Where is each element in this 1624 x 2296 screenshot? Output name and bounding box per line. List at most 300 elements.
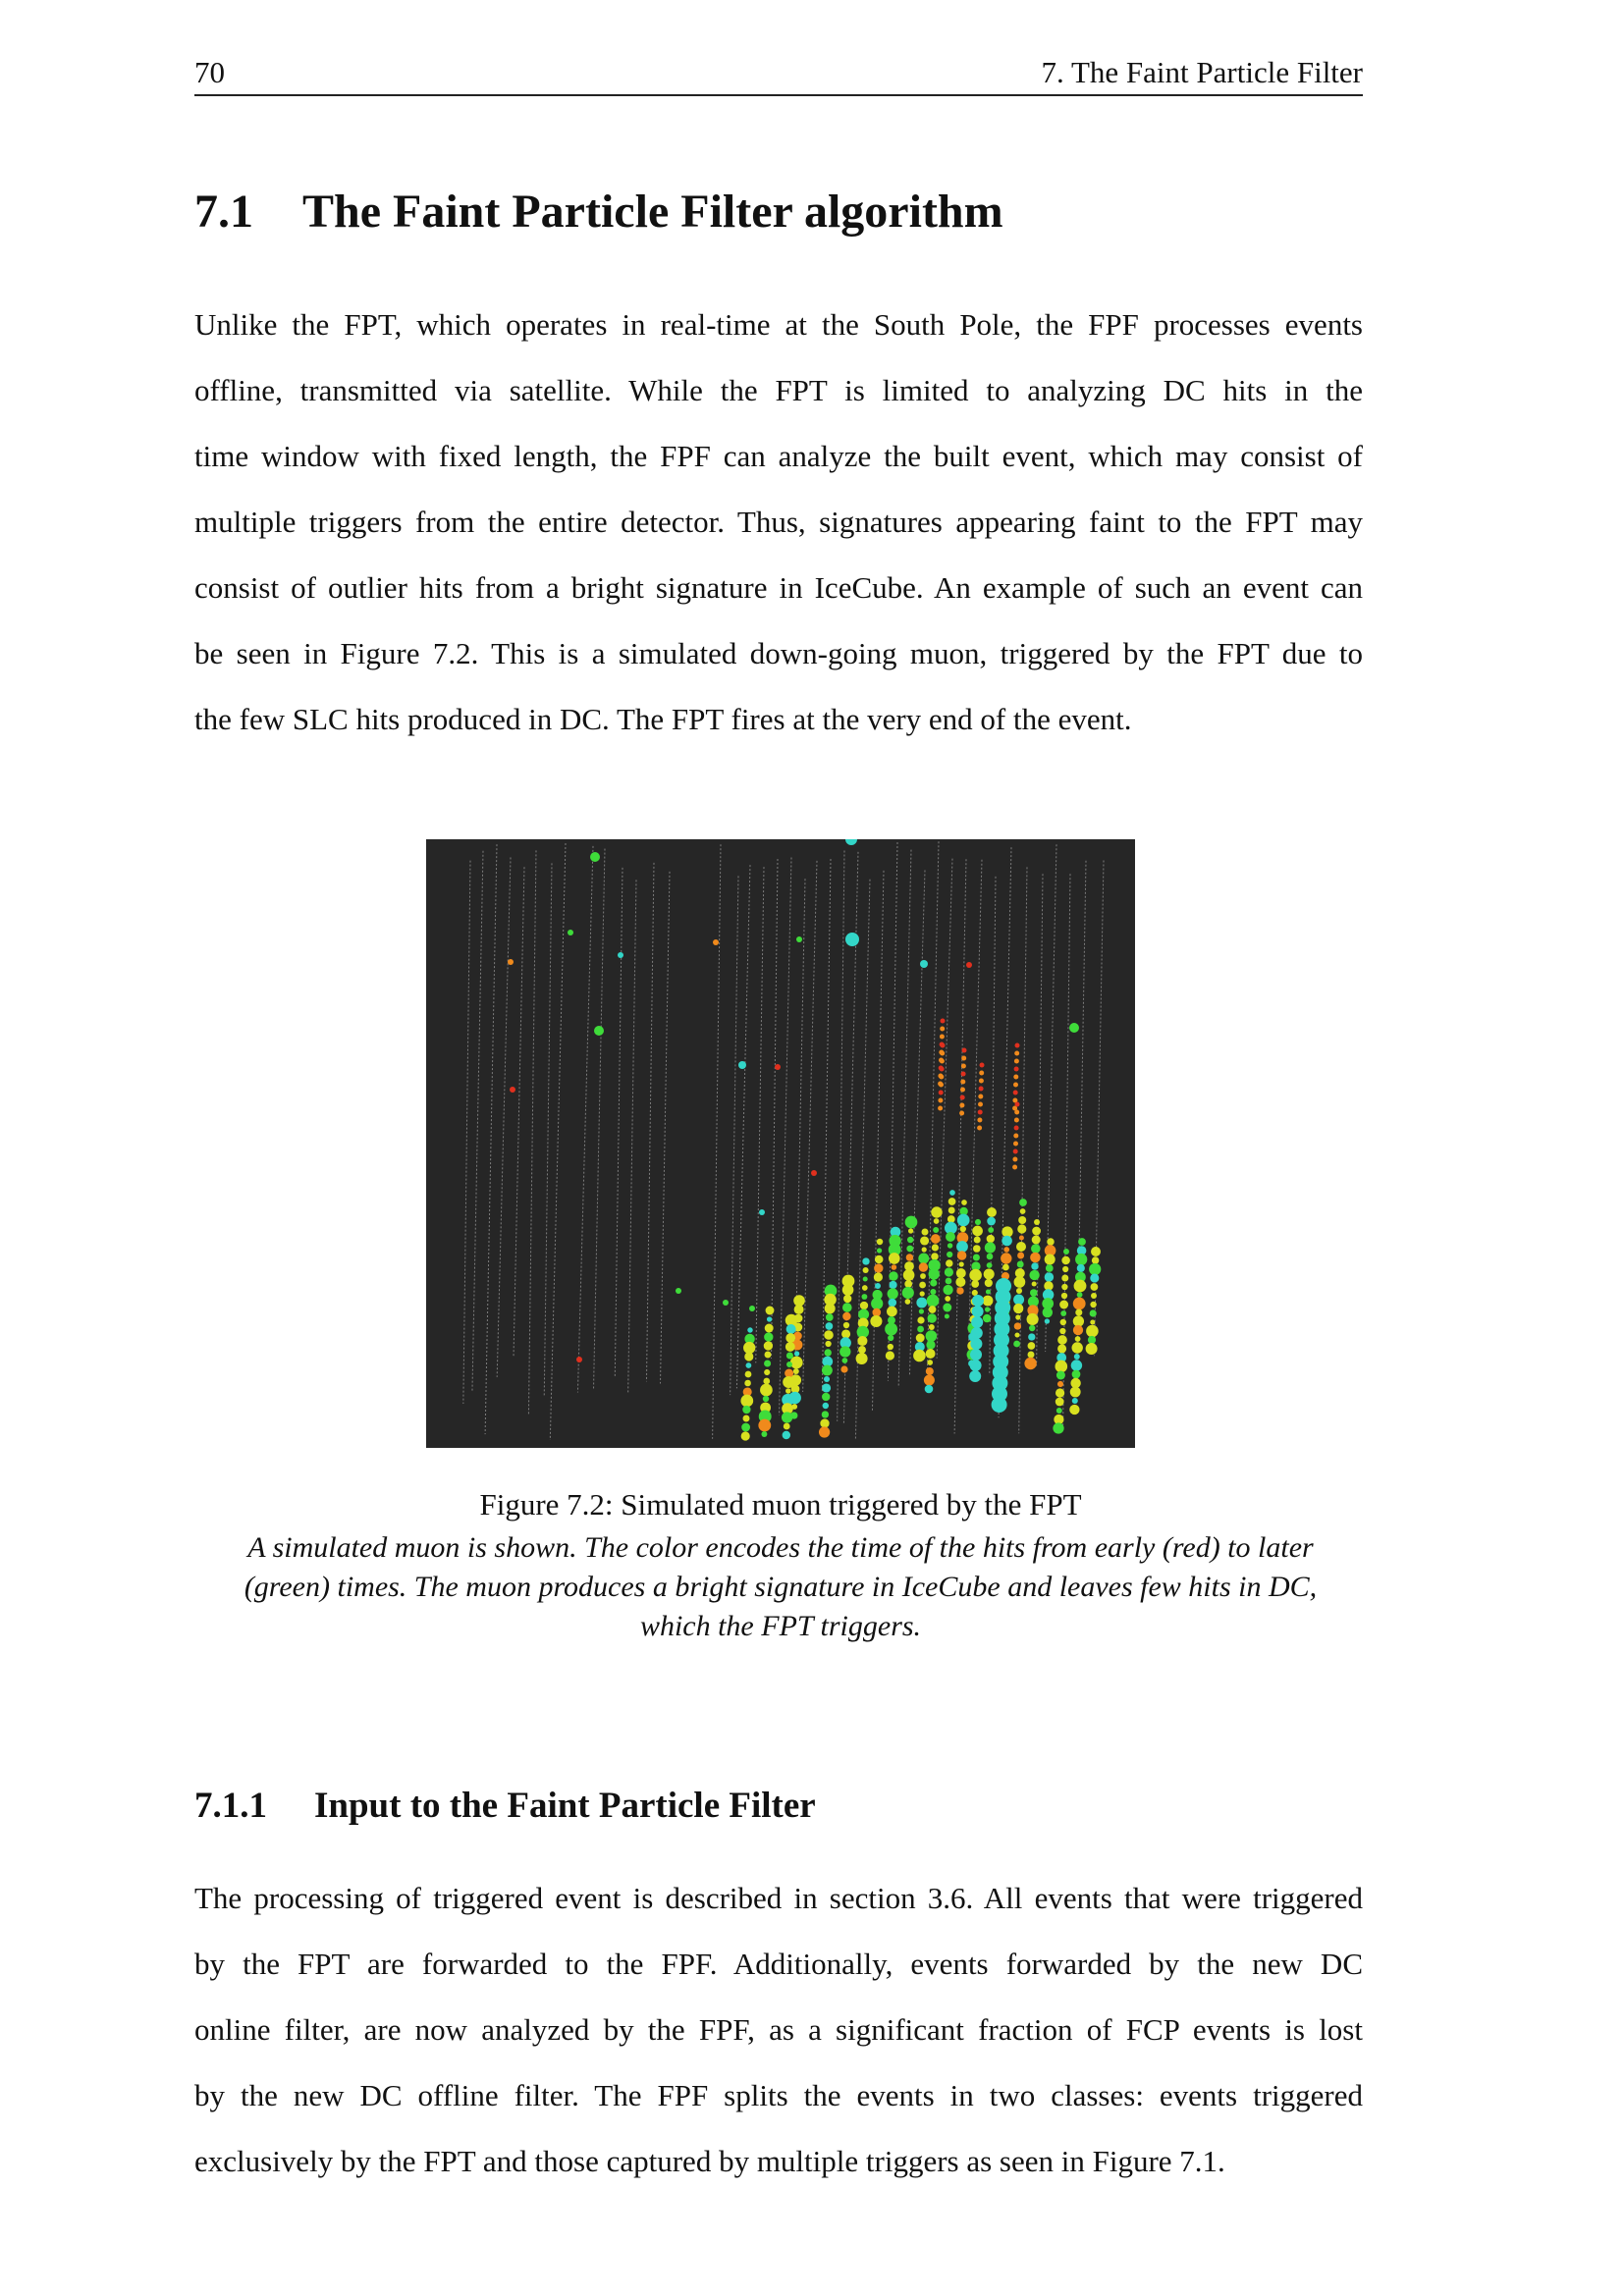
detector-string: [463, 861, 470, 1404]
hit-dom: [826, 1322, 834, 1330]
hit-dom: [1017, 1224, 1026, 1233]
hit-dom: [1090, 1309, 1097, 1316]
hit-dom: [929, 1324, 935, 1330]
detector-string: [628, 880, 636, 1392]
hit-dom: [934, 1218, 940, 1224]
hit-dom: [862, 1257, 869, 1264]
hit-dom: [1069, 1405, 1079, 1415]
hit-dom: [858, 1346, 866, 1354]
hit-dom: [957, 1214, 970, 1227]
hit-dom: [842, 1284, 854, 1296]
hit-dom: [973, 1254, 980, 1260]
subsection-heading: [194, 1785, 816, 1827]
hit-dom: [1031, 1244, 1041, 1254]
hit-dom: [946, 1278, 952, 1285]
hit-dom: [1089, 1263, 1101, 1275]
hit-dom: [887, 1307, 897, 1317]
hit-dom: [920, 1273, 926, 1279]
hit-dom: [1056, 1408, 1062, 1414]
hit-dom: [1002, 1264, 1009, 1271]
hit-dom: [1032, 1227, 1041, 1236]
subsection-title: Input to the Faint Particle Filter: [314, 1786, 816, 1826]
hit-dom: [845, 933, 859, 946]
hit-dom: [823, 1403, 829, 1409]
hit-dom: [889, 1299, 897, 1308]
hit-dom: [713, 939, 719, 945]
hit-dom: [885, 1323, 897, 1336]
hit-dom: [977, 1126, 982, 1131]
detector-string: [660, 872, 670, 1384]
hit-dom: [767, 1316, 772, 1321]
hit-dom: [1056, 1388, 1064, 1397]
figure-caption-text: [187, 1528, 1375, 1646]
section-number: 7.1: [194, 186, 253, 238]
hit-dom: [784, 1423, 790, 1430]
hit-dom: [1013, 1091, 1018, 1095]
hit-dom: [1073, 1325, 1083, 1335]
hit-dom: [1057, 1335, 1067, 1345]
detector-string: [954, 859, 966, 1433]
hit-dom: [1091, 1247, 1101, 1256]
hit-dom: [1077, 1264, 1085, 1272]
hit-dom: [1019, 1199, 1027, 1206]
hit-dom: [949, 1190, 955, 1196]
detector-string: [736, 865, 750, 1388]
hit-dom: [1015, 1102, 1020, 1107]
hit-dom: [1034, 1219, 1040, 1225]
hit-dom: [956, 1241, 968, 1253]
caption-line: A simulated muon is shown. The color encodes the time of the hits from early (red) to later: [247, 1531, 1314, 1564]
hit-dom: [826, 1313, 834, 1321]
hit-dom: [1055, 1361, 1067, 1373]
hit-dom: [983, 1296, 994, 1307]
hit-dom: [1072, 1342, 1083, 1353]
hit-dom: [939, 1083, 944, 1088]
hit-dom: [932, 1244, 939, 1251]
hit-dom: [877, 1248, 882, 1253]
hit-dom: [618, 952, 623, 958]
hit-dom: [938, 1098, 943, 1103]
hit-dom: [930, 1279, 937, 1286]
hit-dom: [961, 1200, 967, 1205]
hit-dom: [1029, 1325, 1035, 1331]
detector-string: [514, 867, 524, 1357]
hit-dom: [824, 1376, 830, 1382]
hit-dom: [948, 1198, 956, 1205]
hit-dom: [874, 1263, 883, 1272]
text-line: online filter, are now analyzed by the FPF, as a significant fraction of FCP events is lost: [194, 2012, 1363, 2047]
hit-dom: [927, 1313, 936, 1322]
hit-dom: [1014, 1276, 1026, 1288]
hit-dom: [927, 1295, 940, 1308]
hit-dom: [1013, 1142, 1018, 1147]
hit-dom: [785, 1333, 795, 1343]
hit-dom: [1060, 1310, 1066, 1316]
hit-dom: [892, 1264, 897, 1270]
hit-dom: [903, 1269, 915, 1281]
hit-dom: [764, 1341, 773, 1350]
hit-dom: [986, 1289, 991, 1294]
hit-dom: [785, 1388, 791, 1394]
hit-dom: [744, 1380, 751, 1387]
hit-dom: [1045, 1318, 1050, 1323]
hit-dom: [987, 1207, 997, 1217]
text-line: time window with fixed length, the FPF can analyze the built event, which may consist of: [194, 439, 1363, 473]
hit-dom: [822, 1393, 830, 1401]
hit-dom: [1071, 1360, 1082, 1370]
hit-dom: [919, 1308, 924, 1313]
hit-dom: [764, 1369, 770, 1375]
hit-dom: [945, 1296, 950, 1302]
hit-dom: [783, 1431, 790, 1439]
running-header: [194, 51, 1363, 96]
detector-string: [497, 857, 511, 1376]
hit-dom: [983, 1314, 992, 1323]
hit-dom: [766, 1307, 775, 1315]
chapter-title: 7. The Faint Particle Filter: [1041, 55, 1363, 89]
hit-dom: [978, 1102, 983, 1107]
hit-dom: [888, 1335, 893, 1341]
hit-dom: [796, 936, 802, 942]
hit-dom: [960, 1226, 966, 1232]
hit-dom: [1077, 1292, 1083, 1298]
hit-dom: [908, 1228, 913, 1233]
hit-dom: [741, 1431, 750, 1440]
hit-dom: [987, 1217, 996, 1226]
hit-dom: [824, 1330, 834, 1340]
hit-dom: [979, 1079, 984, 1084]
text-line: by the FPT are forwarded to the FPF. Additionally, events forwarded by the new DC: [194, 1947, 1363, 1981]
event-display-figure: [426, 839, 1135, 1448]
hit-dom: [985, 1307, 990, 1311]
hit-dom: [1045, 1254, 1056, 1264]
hit-dom: [925, 1385, 934, 1394]
hit-dom: [1088, 1336, 1096, 1344]
hit-dom: [763, 1396, 769, 1402]
detector-string: [550, 843, 566, 1440]
hit-dom: [1019, 1235, 1024, 1240]
hit-dom: [961, 1064, 966, 1069]
hit-dom: [920, 1236, 929, 1245]
hit-dom: [1059, 1328, 1065, 1334]
hit-dom: [842, 1312, 850, 1320]
hit-dom: [1013, 1134, 1018, 1139]
hit-dom: [856, 1353, 868, 1364]
hit-dom: [870, 1315, 882, 1327]
hit-dom: [1043, 1308, 1053, 1317]
hit-dom: [972, 1226, 983, 1237]
hit-dom: [1072, 1398, 1078, 1404]
hit-dom: [1014, 1126, 1019, 1131]
hit-dom: [822, 1383, 831, 1392]
hit-dom: [970, 1349, 982, 1361]
hit-dom: [929, 1268, 940, 1279]
hit-dom: [1018, 1216, 1026, 1224]
hit-dom: [1001, 1236, 1012, 1247]
hit-dom: [1053, 1422, 1063, 1433]
detector-string: [528, 850, 536, 1414]
hit-dom: [961, 1072, 966, 1077]
subsection-number: 7.1.1: [194, 1786, 267, 1826]
hit-dom: [786, 1352, 793, 1359]
hit-dom: [889, 1253, 900, 1264]
text-line: Unlike the FPT, which operates in real-time at the South Pole, the FPF processes events: [194, 307, 1363, 342]
detector-string: [756, 867, 764, 1362]
detector-string: [577, 846, 593, 1393]
hit-dom: [738, 1061, 746, 1069]
hit-dom: [987, 1262, 993, 1268]
hit-dom: [744, 1352, 753, 1361]
hit-dom: [1031, 1262, 1038, 1269]
hit-dom: [1013, 1295, 1024, 1306]
hit-dom: [1017, 1253, 1024, 1259]
hit-dom: [811, 1170, 817, 1176]
detector-string: [544, 863, 552, 1396]
hit-dom: [860, 1302, 868, 1309]
text-line: offline, transmitted via satellite. While the FPT is limited to analyzing DC hits in the: [194, 373, 1363, 407]
hit-dom: [775, 1064, 781, 1070]
hit-dom: [975, 1219, 981, 1225]
text-line: be seen in Figure 7.2. This is a simulated down-going muon, triggered by the FPT due to: [194, 636, 1363, 670]
hit-dom: [1086, 1343, 1098, 1355]
hit-dom: [840, 1365, 847, 1372]
hit-dom: [956, 1287, 963, 1294]
hit-dom: [1075, 1336, 1081, 1342]
hit-dom: [1014, 1322, 1021, 1329]
hit-dom: [940, 1027, 945, 1032]
hit-dom: [1003, 1247, 1009, 1253]
hit-dom: [874, 1272, 883, 1281]
hit-dom: [920, 1291, 925, 1296]
hit-dom: [1047, 1238, 1055, 1246]
detector-string: [803, 861, 817, 1392]
hit-dom: [1062, 1266, 1068, 1272]
hit-dom: [906, 1246, 913, 1253]
hit-dom: [743, 1342, 755, 1354]
hit-dom: [825, 1303, 836, 1313]
hit-dom: [1091, 1293, 1097, 1299]
hit-dom: [822, 1365, 833, 1376]
hit-dom: [745, 1362, 751, 1368]
page-number: 70: [194, 55, 225, 89]
hit-dom: [877, 1239, 883, 1245]
paragraph-input: [194, 1865, 1363, 2194]
hit-dom: [786, 1324, 796, 1334]
hit-dom: [863, 1267, 869, 1273]
hit-dom: [948, 1207, 955, 1214]
hit-dom: [960, 1080, 965, 1085]
hit-dom: [916, 1298, 927, 1308]
hit-dom: [723, 1300, 729, 1306]
hit-dom: [875, 1283, 881, 1289]
hit-dom: [1014, 1051, 1019, 1056]
hit-dom: [946, 1259, 952, 1266]
hit-dom: [861, 1294, 867, 1300]
detector-string: [472, 851, 483, 1393]
hit-dom: [940, 1067, 945, 1072]
hit-dom: [845, 839, 857, 845]
hit-dom: [977, 1118, 982, 1123]
hit-dom: [590, 852, 600, 862]
figure-caption-title: Figure 7.2: Simulated muon triggered by the FPT: [479, 1487, 1082, 1522]
hit-dom: [922, 1247, 927, 1252]
hit-dom: [1028, 1342, 1036, 1350]
hit-dom: [966, 962, 972, 968]
hit-dom: [1030, 1289, 1038, 1297]
hit-dom: [926, 1340, 935, 1349]
hit-dom: [783, 1376, 794, 1388]
hit-dom: [1015, 1314, 1020, 1319]
hit-dom: [919, 1262, 928, 1271]
text-line: the few SLC hits produced in DC. The FPT fires at the very end of the event.: [194, 702, 1132, 736]
hit-dom: [918, 1254, 929, 1264]
hit-dom: [760, 1384, 773, 1397]
hit-dom: [1070, 1387, 1081, 1398]
hit-dom: [822, 1411, 829, 1417]
hit-dom: [1028, 1333, 1035, 1340]
hit-dom: [972, 1306, 984, 1317]
hit-dom: [842, 1303, 852, 1312]
hit-dom: [889, 1271, 897, 1280]
detector-string: [1037, 874, 1043, 1365]
hit-dom: [913, 1350, 926, 1362]
hit-dom: [941, 1019, 946, 1024]
hit-dom: [1090, 1319, 1095, 1324]
hit-dom: [871, 1298, 883, 1309]
hit-dom: [763, 1378, 770, 1385]
detector-string: [898, 850, 911, 1388]
hit-dom: [1057, 1381, 1063, 1387]
hit-dom: [862, 1285, 868, 1291]
hit-dom: [1015, 1043, 1020, 1048]
hit-dom: [765, 1352, 772, 1359]
hit-dom: [992, 1397, 1007, 1413]
hit-dom: [743, 1415, 750, 1422]
hit-dom: [919, 1282, 926, 1289]
caption-line: which the FPT triggers.: [639, 1610, 922, 1642]
hit-dom: [931, 1234, 941, 1244]
hit-dom: [939, 1091, 944, 1095]
hit-dom: [945, 1313, 949, 1318]
hit-dom: [962, 1048, 967, 1053]
hit-dom: [1012, 1165, 1017, 1170]
hit-dom: [929, 1306, 937, 1313]
hit-dom: [1014, 1059, 1019, 1064]
hit-dom: [933, 1227, 939, 1233]
hit-dom: [970, 1360, 982, 1371]
hit-dom: [959, 1261, 964, 1266]
text-line: The processing of triggered event is described in section 3.6. All events that were triggered: [194, 1881, 1363, 1915]
hit-dom: [1063, 1249, 1069, 1255]
hit-dom: [1090, 1273, 1099, 1282]
hit-dom: [1032, 1281, 1037, 1286]
hit-dom: [926, 1367, 934, 1375]
hit-dom: [906, 1254, 913, 1260]
hit-dom: [1028, 1352, 1035, 1359]
hit-dom: [969, 1269, 982, 1282]
hit-dom: [947, 1252, 952, 1257]
hit-dom: [741, 1423, 750, 1432]
hit-dom: [978, 1110, 983, 1115]
hit-dom: [1013, 1304, 1023, 1313]
hit-dom: [1016, 1242, 1026, 1252]
hit-dom: [978, 1095, 983, 1099]
hit-dom: [510, 1087, 515, 1093]
text-line: multiple triggers from the entire detector. Thus, signatures appearing faint to the FPT may: [194, 505, 1363, 539]
hit-dom: [959, 1103, 964, 1108]
hit-dom: [1013, 1149, 1018, 1154]
detector-string: [646, 863, 654, 1381]
hit-dom: [946, 1232, 955, 1242]
detector-string: [772, 859, 778, 1359]
hit-dom: [961, 1056, 966, 1061]
hit-dom: [941, 1043, 946, 1048]
hit-dom: [985, 1279, 993, 1287]
hit-dom: [931, 1206, 942, 1217]
hit-dom: [943, 1304, 951, 1312]
hit-dom: [924, 1374, 935, 1385]
hit-dom: [857, 1336, 867, 1346]
hit-dom: [1046, 1264, 1054, 1272]
hit-dom: [886, 1351, 894, 1360]
hit-dom: [930, 1289, 936, 1295]
section-heading: [194, 185, 1003, 239]
detector-string: [713, 844, 721, 1439]
hit-dom: [917, 1316, 924, 1323]
hit-dom: [938, 1106, 943, 1111]
hit-dom: [985, 1242, 996, 1253]
hit-dom: [988, 1227, 994, 1233]
hit-dom: [917, 1326, 924, 1333]
hit-dom: [1016, 1288, 1022, 1294]
hit-dom: [765, 1324, 774, 1333]
hit-dom: [927, 1360, 933, 1365]
hit-dom: [905, 1216, 918, 1229]
hit-dom: [973, 1245, 981, 1253]
hit-dom: [1061, 1293, 1067, 1299]
hit-dom: [1074, 1280, 1087, 1293]
hit-dom: [987, 1254, 994, 1260]
hit-dom: [794, 1305, 804, 1314]
hit-dom: [782, 1412, 792, 1422]
hit-dom: [1013, 1341, 1020, 1348]
hit-dom: [1075, 1308, 1082, 1315]
hit-dom: [1014, 1332, 1019, 1337]
hit-dom: [971, 1316, 983, 1328]
hit-dom: [676, 1288, 681, 1294]
hit-dom: [875, 1255, 884, 1264]
hit-dom: [1024, 1358, 1036, 1369]
hit-dom: [931, 1253, 939, 1260]
hit-dom: [970, 1338, 982, 1350]
hit-dom: [1056, 1370, 1065, 1379]
event-display-image: [426, 839, 1135, 1448]
hit-dom: [1014, 1118, 1019, 1123]
hit-dom: [926, 1330, 938, 1342]
hit-dom: [1078, 1238, 1086, 1246]
hit-dom: [907, 1237, 913, 1243]
hit-dom: [940, 1035, 945, 1040]
hit-dom: [905, 1299, 911, 1305]
hit-dom: [825, 1341, 831, 1347]
hit-dom: [1090, 1283, 1098, 1291]
hit-dom: [1012, 1157, 1017, 1162]
hit-dom: [945, 1267, 953, 1276]
hit-dom: [969, 1370, 981, 1382]
text-line: consist of outlier hits from a bright signature in IceCube. An example of such an event can: [194, 570, 1363, 605]
detector-string: [1019, 867, 1027, 1433]
hit-dom: [749, 1306, 755, 1311]
